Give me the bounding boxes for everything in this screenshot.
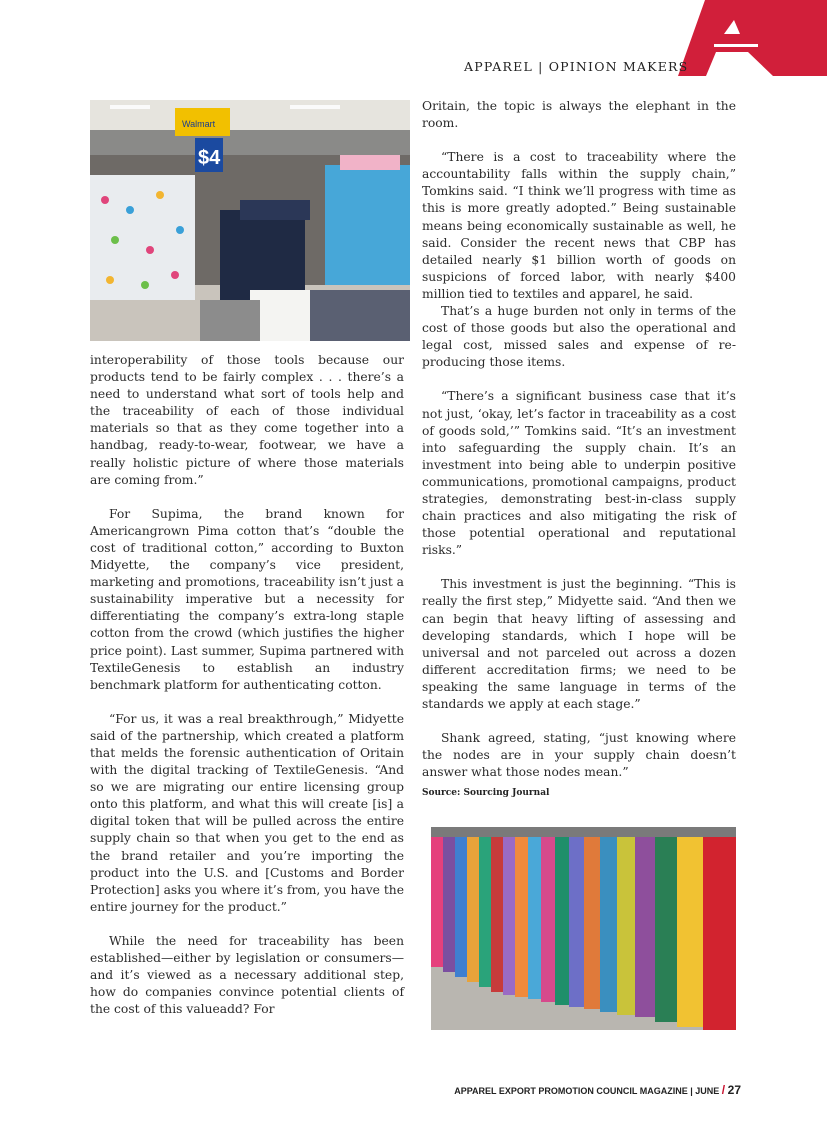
page-number: 27 — [727, 1083, 741, 1097]
page-footer — [454, 1083, 741, 1097]
left-paragraph: “For us, it was a real breakthrough,” Midyette said of the partnership, which created a platform that melds the forensic authentication of Oritain with the digital tracking of TextileGenesis. “And so we are migrating our entire licensing group onto this platform, and what this will create [is] a digital token that will be pulled across the entire supply chain so that when you get to the end as the brand retailer and you’re importing the product into the U.S. and [Customs and Border Protection] asks you where it’s from, you have the entire journey for the product.” — [90, 711, 404, 914]
source-credit: Source: Sourcing Journal — [422, 788, 550, 798]
store-photo — [90, 100, 410, 341]
footer-magazine-title: APPAREL EXPORT PROMOTION COUNCIL MAGAZINE | JUNE — [454, 1086, 720, 1096]
right-paragraph: Oritain, the topic is always the elephant in the room. — [422, 99, 736, 131]
section-label: APPAREL | OPINION MAKERS — [464, 59, 689, 74]
right-paragraph: “There’s a significant business case that it’s not just, ‘okay, let’s factor in traceability as a cost of goods sold,’” Tomkins said. “It’s an investment into safeguarding the supply chain. It’s an investment into being able to underpin positive communications, promotional campaigns, product strategies, demonstrating best-in-class supply chain practices and also mitigating the risk of those potential operational and reputational risks.” — [422, 389, 736, 558]
footer-separator: / — [721, 1083, 726, 1097]
right-column — [422, 98, 736, 781]
store-sign-text: Walmart — [182, 119, 216, 129]
clothing-rack-photo — [431, 827, 736, 1030]
left-paragraph: interoperability of those tools because our products tend to be fairly complex . . . there’s a need to understand what sort of tools help and the traceability of each of those individual materials so that as they come together into a handbag, ready-to-wear, footwear, we have a really holistic picture of where those materials are coming from.” — [90, 353, 404, 487]
left-column — [90, 352, 404, 1018]
right-paragraph: “There is a cost to traceability where the accountability falls within the supply chain,” Tomkins said. “I think we’ll progress with time as this is more greatly adopted.” Being sustainable means being economically sustainable as well, he said. Consider the recent news that CBP has detailed nearly $1 billion worth of goods on suspicions of forced labor, with nearly $400 million tied to textiles and apparel, he said. — [422, 150, 736, 301]
price-sign-text: $4 — [198, 147, 221, 169]
right-paragraph: Shank agreed, stating, “just knowing where the nodes are in your supply chain doesn’t answer what those nodes mean.” — [422, 731, 736, 780]
right-paragraph: This investment is just the beginning. “This is really the first step,” Midyette said. “And then we can begin that heavy lifting of assessing and developing standards, which I hope will be universal and not parceled out across a dozen different accreditation firms; we need to be speaking the same language in terms of the standards we apply at each stage.” — [422, 577, 736, 711]
left-paragraph: For Supima, the brand known for Americangrown Pima cotton that’s “double the cost of traditional cotton,” according to Buxton Midyette, the company’s vice president, marketing and promotions, traceability isn’t just a sustainability imperative but a necessity for differentiating the company’s extra-long staple cotton from the crowd (which justifies the higher price point). Last summer, Supima partnered with TextileGenesis to establish an industry benchmark platform for authenticating cotton. — [90, 506, 405, 692]
magazine-logo — [678, 0, 827, 76]
right-paragraph: That’s a huge burden not only in terms of the cost of those goods but also the operational and legal cost, missed sales and expense of re-producing those items. — [422, 304, 736, 370]
left-paragraph: While the need for traceability has been established—either by legislation or consumers—and it’s viewed as a necessary additional step, how do companies convince potential clients of the cost of this valueadd? For — [90, 933, 404, 1017]
